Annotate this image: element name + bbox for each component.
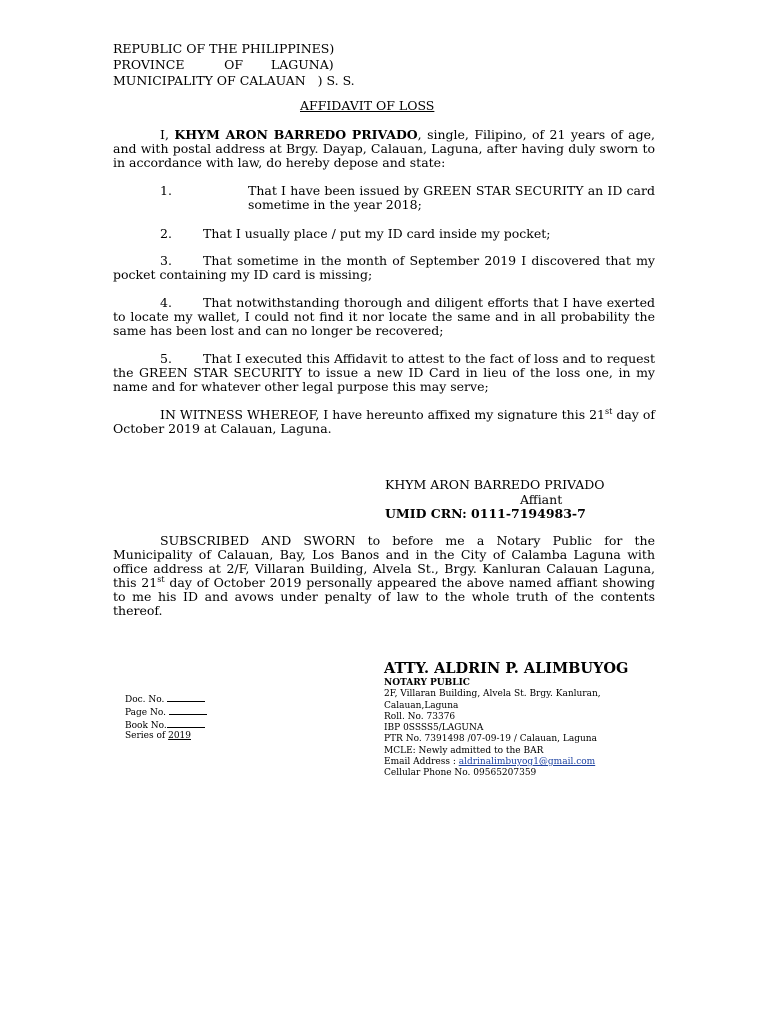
caption-line-province: PROVINCE OF LAGUNA)	[113, 57, 334, 72]
notary-name: ATTY. ALDRIN P. ALIMBUYOG	[384, 660, 629, 677]
jurat-paragraph	[113, 534, 655, 618]
doc-number-label: Doc. No.	[125, 695, 168, 705]
item-number: 1.	[160, 183, 172, 198]
notary-ptr: PTR No. 7391498 /07-09-19 / Calauan, Laguna	[384, 734, 597, 745]
item-text: That sometime in the month of September 2019 I discovered that my pocket containing my ID card is missing;	[113, 253, 655, 282]
intro-prefix: I,	[160, 127, 175, 142]
series-line	[125, 731, 207, 742]
intro-paragraph	[113, 128, 655, 170]
book-number-blank	[167, 719, 205, 728]
item-number: 4.	[160, 295, 172, 310]
intro-rest: , single, Filipino, of 21 years of age, and with postal address at Brgy. Dayap, Calauan, Laguna, after having duly sworn to in accordance with law, do hereby depose and state:	[113, 127, 655, 170]
statement-item-3	[113, 254, 655, 282]
witness-text: IN WITNESS WHEREOF, I have hereunto affixed my signature this 21	[160, 407, 606, 422]
notary-block	[384, 660, 644, 780]
affiant-label: Affiant	[520, 491, 563, 507]
page-number-blank	[169, 706, 207, 715]
affiant-signature-block	[385, 478, 605, 522]
document-title: AFFIDAVIT OF LOSS	[300, 98, 435, 113]
notary-email-line	[384, 757, 644, 768]
statement-item-2	[113, 227, 655, 241]
notary-phone: Cellular Phone No. 09565207359	[384, 768, 537, 779]
jurat-text: SUBSCRIBED AND SWORN to before me a Notary Public for the Municipality of Calauan, Bay, Los Banos and in the City of Calamba Laguna with office address at 2/F, Villaran Building, Alvela St., Brgy. Kanluran Calauan Laguna, this 21	[113, 533, 655, 590]
series-year: 2019	[168, 731, 191, 742]
notary-ibp: IBP 0SSSS5/LAGUNA	[384, 723, 484, 734]
jurat-superscript: st	[157, 574, 165, 584]
notary-address-line1: 2F, Villaran Building, Alvela St. Brgy. Kanluran,	[384, 689, 601, 700]
item-number: 5.	[160, 351, 172, 366]
umid-crn: UMID CRN: 0111-7194983-7	[385, 506, 586, 521]
item-text: That I usually place / put my ID card inside my pocket;	[203, 226, 551, 241]
jurat-text-end: day of October 2019 personally appeared the above named affiant showing to me his ID and avows under penalty of law to the whole truth of the contents thereof.	[113, 575, 655, 618]
doc-number-line	[125, 693, 207, 706]
series-label: Series of	[125, 731, 169, 742]
notary-email-link[interactable]: aldrinalimbuyog1@gmail.com	[458, 757, 596, 768]
book-number-label: Book No.	[125, 720, 167, 731]
caption-line-municipality: MUNICIPALITY OF CALAUAN ) S. S.	[113, 73, 355, 88]
notary-roll-number: Roll. No. 73376	[384, 711, 456, 722]
witness-text-end: day of October 2019 at Calauan, Laguna.	[113, 407, 655, 436]
book-number-line	[125, 719, 207, 732]
witness-paragraph	[113, 408, 655, 436]
caption-line-republic: REPUBLIC OF THE PHILIPPINES)	[113, 41, 335, 56]
affiant-name: KHYM ARON BARREDO PRIVADO	[385, 477, 605, 492]
witness-superscript: st	[605, 406, 613, 416]
item-number: 3.	[160, 253, 172, 268]
page-number-label: Page No.	[125, 707, 169, 718]
affiant-name-inline: KHYM ARON BARREDO PRIVADO	[174, 127, 418, 142]
page-number-line	[125, 706, 207, 719]
statement-item-1	[113, 184, 655, 212]
statement-item-4	[113, 296, 655, 338]
venue-caption	[113, 41, 355, 89]
notary-mcle: MCLE: Newly admitted to the BAR	[384, 745, 544, 756]
notarial-register-block	[125, 693, 207, 742]
statement-item-5	[113, 352, 655, 394]
doc-number-blank	[167, 693, 205, 702]
item-number: 2.	[160, 226, 172, 241]
email-label: Email Address :	[384, 757, 459, 768]
item-text: That notwithstanding thorough and diligent efforts that I have exerted to locate my wallet, I could not find it nor locate the same and in all probability the same has been lost and can no longer be recovered;	[113, 295, 655, 338]
item-text: That I have been issued by GREEN STAR SECURITY an ID card sometime in the year 2018;	[248, 183, 655, 212]
notary-address-line2: Calauan,Laguna	[384, 700, 459, 711]
notary-title: NOTARY PUBLIC	[384, 678, 470, 688]
item-text: That I executed this Affidavit to attest to the fact of loss and to request the GREEN STAR SECURITY to issue a new ID Card in lieu of the loss one, in my name and for whatever other legal purpose this may serve;	[113, 351, 655, 394]
